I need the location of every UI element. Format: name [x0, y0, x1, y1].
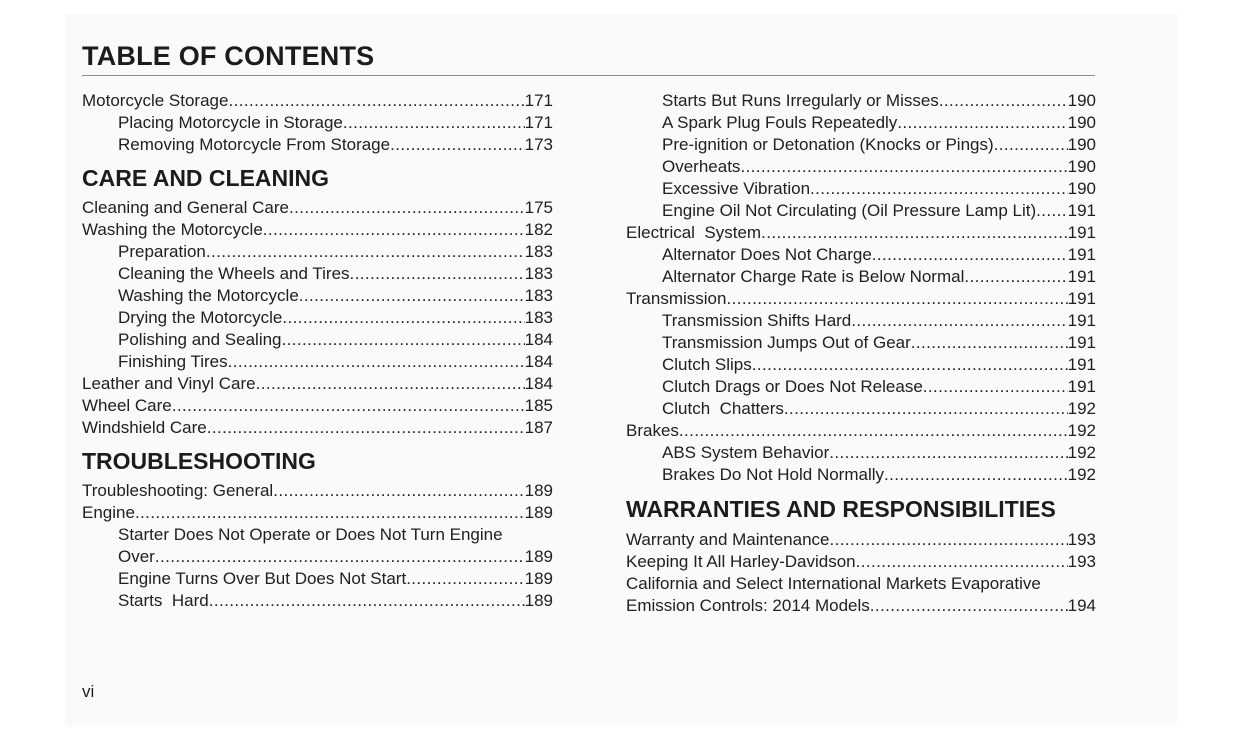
page-title: TABLE OF CONTENTS	[82, 41, 375, 71]
toc-entry-label: Transmission Shifts Hard	[662, 311, 852, 330]
dot-leader	[851, 310, 1067, 332]
toc-entry-label: Overheats	[662, 157, 741, 176]
toc-entry-troubleshooting-general[interactable]	[82, 480, 553, 502]
toc-entry-label: Engine	[82, 503, 135, 522]
toc-entry-page: 184	[524, 352, 553, 371]
page-number: vi	[82, 682, 95, 701]
title-divider	[82, 75, 1095, 76]
toc-entry-oil-not-circulating[interactable]	[626, 200, 1096, 222]
dot-leader	[740, 156, 1067, 178]
toc-entry-label: Troubleshooting: General	[82, 481, 274, 500]
dot-leader	[923, 376, 1068, 398]
dot-leader	[679, 420, 1068, 442]
dot-leader	[829, 442, 1067, 464]
toc-entry-label: ABS System Behavior	[662, 443, 830, 462]
toc-entry-page: 191	[1067, 267, 1096, 286]
toc-entry-page: 191	[1067, 355, 1096, 374]
toc-entry-label: Washing the Motorcycle	[118, 286, 299, 305]
toc-entry-runs-irregularly[interactable]	[626, 90, 1096, 112]
dot-leader	[350, 263, 525, 285]
dot-leader	[752, 354, 1068, 376]
toc-entry-label-line1: Starter Does Not Operate or Does Not Turn Engine	[118, 525, 503, 544]
toc-entry-page: 183	[524, 286, 553, 305]
toc-entry-page: 182	[524, 220, 553, 239]
toc-entry-label: Washing the Motorcycle	[82, 220, 263, 239]
toc-entry-label: Windshield Care	[82, 418, 207, 437]
dot-leader	[884, 464, 1068, 486]
toc-entry-label: Brakes Do Not Hold Normally	[662, 465, 885, 484]
dot-leader	[282, 307, 524, 329]
toc-entry-page: 189	[524, 569, 553, 588]
toc-entry-page: 190	[1067, 135, 1096, 154]
toc-entry-page: 192	[1067, 421, 1096, 440]
dot-leader	[726, 288, 1067, 310]
dot-leader	[994, 134, 1068, 156]
dot-leader	[897, 112, 1067, 134]
toc-entry-page: 173	[524, 135, 553, 154]
toc-entry-engine-turns-over[interactable]	[82, 568, 553, 590]
dot-leader	[872, 244, 1068, 266]
dot-leader	[829, 529, 1067, 551]
toc-entry-washing-motorcycle[interactable]	[82, 219, 553, 241]
toc-entry-label: Electrical System	[626, 223, 762, 242]
dot-leader	[228, 90, 524, 112]
toc-entry-page: 194	[1067, 596, 1096, 615]
toc-entry-label: Alternator Does Not Charge	[662, 245, 872, 264]
document-page	[65, 14, 1177, 727]
dot-leader	[856, 551, 1068, 573]
toc-entry-page: 193	[1067, 552, 1096, 571]
toc-entry-label: Clutch Slips	[662, 355, 752, 374]
toc-entry-label: Cleaning and General Care	[82, 198, 289, 217]
dot-leader	[135, 502, 525, 524]
toc-entry-windshield-care[interactable]	[82, 417, 553, 439]
toc-entry-washing-motorcycle-sub[interactable]	[82, 285, 553, 307]
toc-entry-removing-from-storage[interactable]	[82, 134, 553, 156]
toc-entry-page: 171	[524, 91, 553, 110]
toc-entry-label: Emission Controls: 2014 Models	[626, 596, 870, 615]
toc-entry-label: Brakes	[626, 421, 679, 440]
toc-entry-label: Starts But Runs Irregularly or Misses	[662, 91, 939, 110]
toc-entry-page: 189	[524, 547, 553, 566]
toc-entry-page: 191	[1067, 289, 1096, 308]
toc-entry-page: 183	[524, 264, 553, 283]
toc-entry-label: Cleaning the Wheels and Tires	[118, 264, 350, 283]
dot-leader	[870, 595, 1068, 617]
toc-entry-label: Placing Motorcycle in Storage	[118, 113, 343, 132]
toc-entry-leather-vinyl-care[interactable]	[82, 373, 553, 395]
toc-entry-label: Engine Turns Over But Does Not Start	[118, 569, 407, 588]
toc-entry-page: 183	[524, 308, 553, 327]
toc-entry-drying-motorcycle[interactable]	[82, 307, 553, 329]
toc-entry-abs-behavior[interactable]	[626, 442, 1096, 464]
toc-entry-label: Finishing Tires	[118, 352, 228, 371]
toc-entry-label: Engine Oil Not Circulating (Oil Pressure Lamp Lit)	[662, 201, 1037, 220]
toc-entry-page: 189	[524, 481, 553, 500]
dot-leader	[228, 351, 525, 373]
toc-entry-alternator-no-charge[interactable]	[626, 244, 1096, 266]
toc-entry-page: 184	[524, 374, 553, 393]
toc-entry-transmission[interactable]	[626, 288, 1096, 310]
dot-leader	[911, 332, 1068, 354]
toc-entry-electrical-system[interactable]	[626, 222, 1096, 244]
toc-entry-page: 184	[524, 330, 553, 349]
toc-entry-label: Starts Hard	[118, 591, 209, 610]
dot-leader	[761, 222, 1068, 244]
toc-entry-label: Pre-ignition or Detonation (Knocks or Pings)	[662, 135, 994, 154]
toc-entry-page: 185	[524, 396, 553, 415]
section-heading-care-and-cleaning: CARE AND CLEANING	[82, 165, 330, 191]
toc-entry-label: Over	[118, 547, 155, 566]
toc-entry-shifts-hard[interactable]	[626, 310, 1096, 332]
toc-entry-label: Removing Motorcycle From Storage	[118, 135, 391, 154]
toc-entry-label: Drying the Motorcycle	[118, 308, 283, 327]
toc-entry-label: Preparation	[118, 242, 206, 261]
toc-entry-label: Clutch Chatters	[662, 399, 784, 418]
dot-leader	[273, 480, 524, 502]
toc-entry-page: 191	[1067, 223, 1096, 242]
toc-entry-page: 187	[524, 418, 553, 437]
toc-entry-page: 191	[1067, 311, 1096, 330]
toc-entry-label: Transmission	[626, 289, 727, 308]
toc-entry-label: Transmission Jumps Out of Gear	[662, 333, 911, 352]
toc-right-column	[626, 90, 1096, 617]
dot-leader	[390, 134, 525, 156]
toc-entry-clutch-drags[interactable]	[626, 376, 1096, 398]
toc-entry-starts-hard[interactable]	[82, 590, 553, 612]
dot-leader	[810, 178, 1068, 200]
toc-entry-page: 191	[1067, 201, 1096, 220]
dot-leader	[207, 417, 525, 439]
toc-entry-overheats[interactable]	[626, 156, 1096, 178]
toc-entry-spark-plug-fouls[interactable]	[626, 112, 1096, 134]
dot-leader	[206, 241, 525, 263]
toc-entry-placing-in-storage[interactable]	[82, 112, 553, 134]
toc-entry-label: Leather and Vinyl Care	[82, 374, 256, 393]
toc-entry-jumps-out-of-gear[interactable]	[626, 332, 1096, 354]
toc-entry-page: 171	[524, 113, 553, 132]
toc-entry-page: 190	[1067, 91, 1096, 110]
toc-entry-label: Clutch Drags or Does Not Release	[662, 377, 923, 396]
dot-leader	[282, 329, 525, 351]
toc-entry-label: Excessive Vibration	[662, 179, 811, 198]
dot-leader	[299, 285, 525, 307]
dot-leader	[343, 112, 525, 134]
toc-entry-label-line1: California and Select International Markets Evaporative	[626, 574, 1041, 593]
toc-entry-clutch-slips[interactable]	[626, 354, 1096, 376]
toc-entry-page: 183	[524, 242, 553, 261]
section-heading-warranties: WARRANTIES AND RESPONSIBILITIES	[626, 496, 1056, 522]
dot-leader	[155, 546, 525, 568]
toc-entry-cleaning-wheels-tires[interactable]	[82, 263, 553, 285]
toc-entry-page: 190	[1067, 179, 1096, 198]
toc-entry-starter-does-not-operate[interactable]	[82, 524, 553, 568]
toc-entry-label: Warranty and Maintenance	[626, 530, 830, 549]
toc-entry-evaporative-emission-controls[interactable]	[626, 573, 1096, 617]
toc-entry-page: 175	[524, 198, 553, 217]
toc-entry-motorcycle-storage[interactable]	[82, 90, 553, 112]
toc-entry-page: 191	[1067, 377, 1096, 396]
toc-entry-page: 192	[1067, 399, 1096, 418]
dot-leader	[1036, 200, 1067, 222]
toc-entry-finishing-tires[interactable]	[82, 351, 553, 373]
dot-leader	[263, 219, 525, 241]
toc-entry-pre-ignition[interactable]	[626, 134, 1096, 156]
toc-entry-wheel-care[interactable]	[82, 395, 553, 417]
toc-entry-brakes[interactable]	[626, 420, 1096, 442]
dot-leader	[939, 90, 1068, 112]
section-heading-troubleshooting: TROUBLESHOOTING	[82, 448, 316, 474]
toc-entry-page: 189	[524, 503, 553, 522]
toc-entry-label: Wheel Care	[82, 396, 172, 415]
dot-leader	[289, 197, 525, 219]
toc-entry-label: Keeping It All Harley-Davidson	[626, 552, 856, 571]
toc-entry-alternator-rate-low[interactable]	[626, 266, 1096, 288]
dot-leader	[172, 395, 525, 417]
toc-entry-label: A Spark Plug Fouls Repeatedly	[662, 113, 898, 132]
toc-entry-page: 190	[1067, 157, 1096, 176]
toc-entry-warranty-maintenance[interactable]	[626, 529, 1096, 551]
toc-entry-brakes-do-not-hold[interactable]	[626, 464, 1096, 486]
dot-leader	[209, 590, 525, 612]
toc-entry-keeping-it-all-hd[interactable]	[626, 551, 1096, 573]
dot-leader	[406, 568, 524, 590]
dot-leader	[784, 398, 1068, 420]
toc-entry-page: 193	[1067, 530, 1096, 549]
toc-entry-page: 191	[1067, 245, 1096, 264]
toc-entry-polishing-sealing[interactable]	[82, 329, 553, 351]
toc-entry-page: 190	[1067, 113, 1096, 132]
toc-entry-page: 189	[524, 591, 553, 610]
toc-entry-label: Motorcycle Storage	[82, 91, 229, 110]
dot-leader	[256, 373, 525, 395]
toc-entry-page: 192	[1067, 465, 1096, 484]
toc-entry-page: 192	[1067, 443, 1096, 462]
toc-entry-label: Alternator Charge Rate is Below Normal	[662, 267, 965, 286]
toc-entry-engine[interactable]	[82, 502, 553, 524]
toc-entry-excessive-vibration[interactable]	[626, 178, 1096, 200]
toc-entry-preparation[interactable]	[82, 241, 553, 263]
toc-entry-cleaning-general-care[interactable]	[82, 197, 553, 219]
dot-leader	[964, 266, 1067, 288]
toc-entry-clutch-chatters[interactable]	[626, 398, 1096, 420]
toc-entry-label: Polishing and Sealing	[118, 330, 282, 349]
toc-entry-page: 191	[1067, 333, 1096, 352]
toc-left-column	[82, 90, 553, 612]
